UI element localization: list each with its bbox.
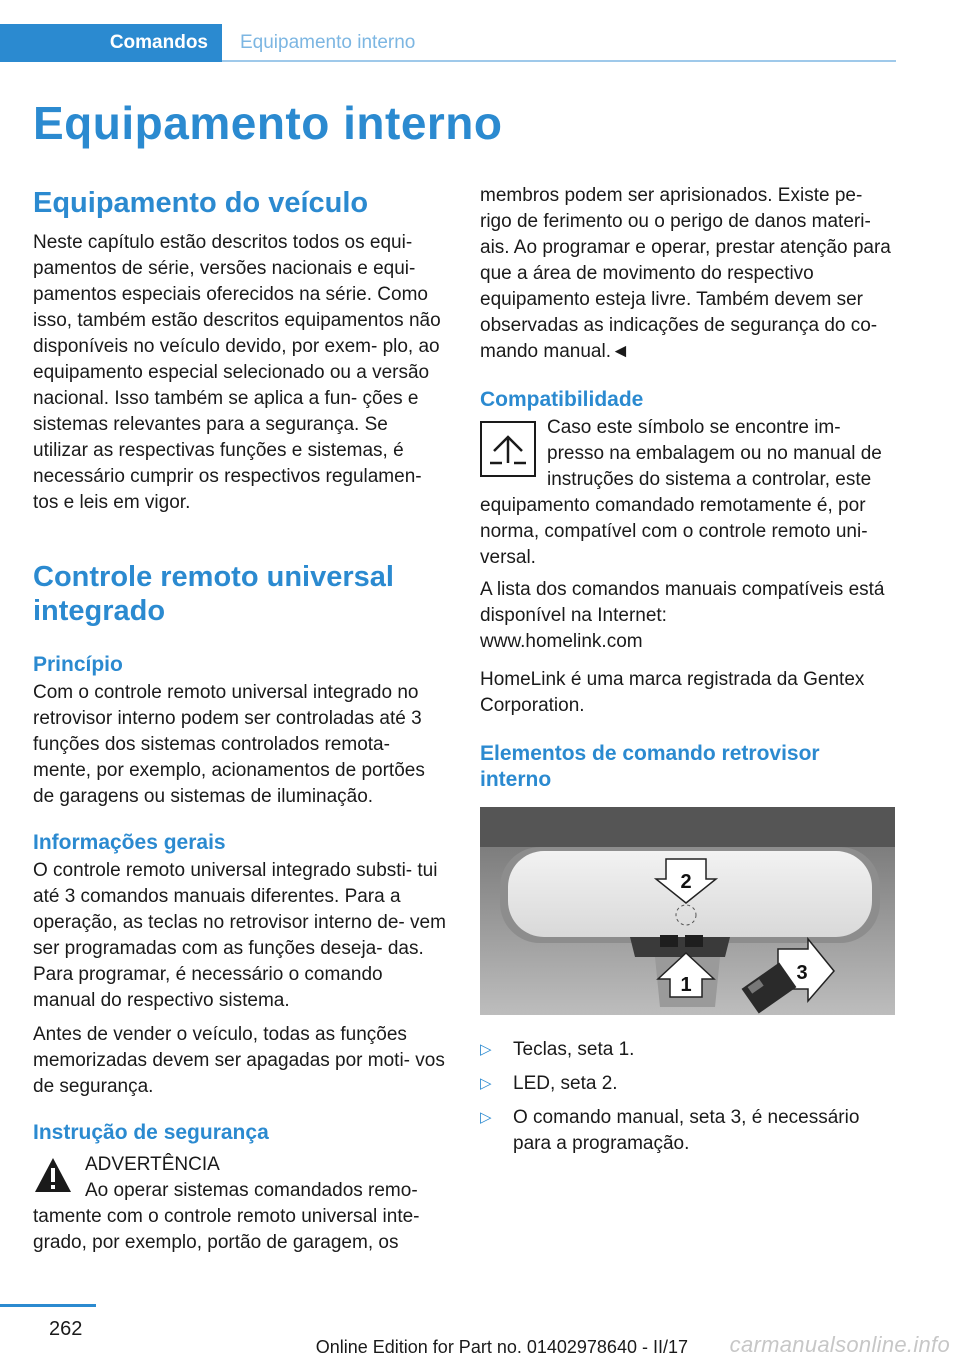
page-number: 262 (49, 1318, 83, 1340)
rearview-mirror-illustration (480, 807, 895, 1015)
compat-body: equipamento comandado remotamente é, por norma, compatível com o controle remoto uni- versal. (480, 495, 868, 568)
subsection-title-principio: Princípio (33, 653, 123, 676)
compat-block (480, 415, 895, 571)
compat-list-text: A lista dos comandos manuais compatíveis está disponível na Internet: (480, 579, 885, 626)
list-item (480, 1037, 895, 1063)
rearview-mirror-image (480, 807, 895, 1015)
triangle-bullet-icon: ▷ (480, 1109, 492, 1126)
page-title: Equipamento interno (33, 97, 503, 149)
warning-text-continued: membros podem ser aprisionados. Existe pe- rigo de ferimento ou o perigo de danos materi- ais. Ao programar e operar, prestar atenção para que a área de movimento do respectivo equipamento esteja livre. Também devem ser observadas as indicações de segurança do co- mando manual.◄ (480, 185, 891, 362)
triangle-bullet-icon: ▷ (480, 1041, 492, 1058)
list-item (480, 1071, 895, 1097)
section-body-equipamento-veiculo: Neste capítulo estão descritos todos os equi- pamentos de série, versões nacionais e equi- pamentos especiais oferecidos na série. Como isso, também estão descritos equipamentos não disponíveis no veículo devido, por exem- plo, ao equipamento especial selecionado ou a versão nacional. Isso também se aplica a fun- ções e sistemas relevantes para a segurança. Se utilizar as respectivas funções e sistemas, é necessário cumprir os respectivos regulamen- tos e leis em vigor. (33, 232, 441, 513)
informacoes-body-2: Antes de vender o veículo, todas as funções memorizadas devem ser apagadas por moti- vos de segurança. (33, 1024, 445, 1097)
warning-triangle-icon (33, 1156, 73, 1194)
list-item-text: LED, seta 2. (513, 1073, 618, 1094)
compat-icon-text: Caso este símbolo se encontre im- presso na embalagem ou no manual de instruções do sistema a controlar, este (547, 417, 882, 490)
warning-text-rest: tamente com o controle remoto universal inte- grado, por exemplo, portão de garagem, os (33, 1206, 420, 1253)
arrow-label-3: 3 (796, 962, 808, 984)
header-divider (222, 60, 896, 62)
informacoes-body-1: O controle remoto universal integrado substi- tui até 3 comandos manuais diferentes. Para a operação, as teclas no retrovisor interno de- vem ser programadas com as funções deseja- das. Para programar, é necessário o comando manual do respectivo sistema. (33, 860, 446, 1011)
list-item (480, 1105, 895, 1157)
arrow-label-2: 2 (680, 871, 692, 893)
section-title-controle-remoto: Controle remoto universal integrado (33, 561, 394, 627)
mirror-elements-list (480, 1037, 895, 1157)
principio-body: Com o controle remoto universal integrado no retrovisor interno podem ser controladas até 3 funções dos sistemas controlados remota- mente, por exemplo, acionamentos de portões de garagens ou sistemas de iluminação. (33, 682, 425, 807)
subsection-title-compatibilidade: Compatibilidade (480, 388, 644, 411)
subsection-title-informacoes-gerais: Informações gerais (33, 831, 226, 854)
warning-text-line1: Ao operar sistemas comandados remo- (85, 1180, 418, 1201)
homelink-compatibility-icon (480, 421, 536, 477)
subsection-title-instrucao-seguranca: Instrução de segurança (33, 1121, 269, 1144)
list-item-text: Teclas, seta 1. (513, 1039, 635, 1060)
right-column (480, 183, 895, 1157)
footer-divider (0, 1304, 96, 1307)
homelink-url[interactable]: www.homelink.com (480, 631, 643, 652)
triangle-bullet-icon: ▷ (480, 1075, 492, 1092)
tab-equipamento-interno[interactable]: Equipamento interno (240, 32, 416, 53)
arrow-label-1: 1 (680, 974, 692, 996)
header-bar (0, 24, 896, 62)
list-item-text: O comando manual, seta 3, é necessário para a programação. (513, 1107, 860, 1154)
trademark-text: HomeLink é uma marca registrada da Gentex Corporation. (480, 669, 865, 716)
section-title-equipamento-veiculo: Equipamento do veículo (33, 187, 369, 219)
subsection-title-elementos-comando: Elementos de comando retrovisor interno (480, 742, 820, 791)
edition-footer: Online Edition for Part no. 01402978640 - II/17 (315, 1337, 688, 1357)
warning-block (33, 1152, 447, 1256)
left-column (33, 180, 447, 1256)
watermark: carmanualsonline.info (729, 1332, 950, 1357)
warning-label: ADVERTÊNCIA (85, 1154, 220, 1175)
tab-comandos[interactable]: Comandos (0, 24, 222, 62)
